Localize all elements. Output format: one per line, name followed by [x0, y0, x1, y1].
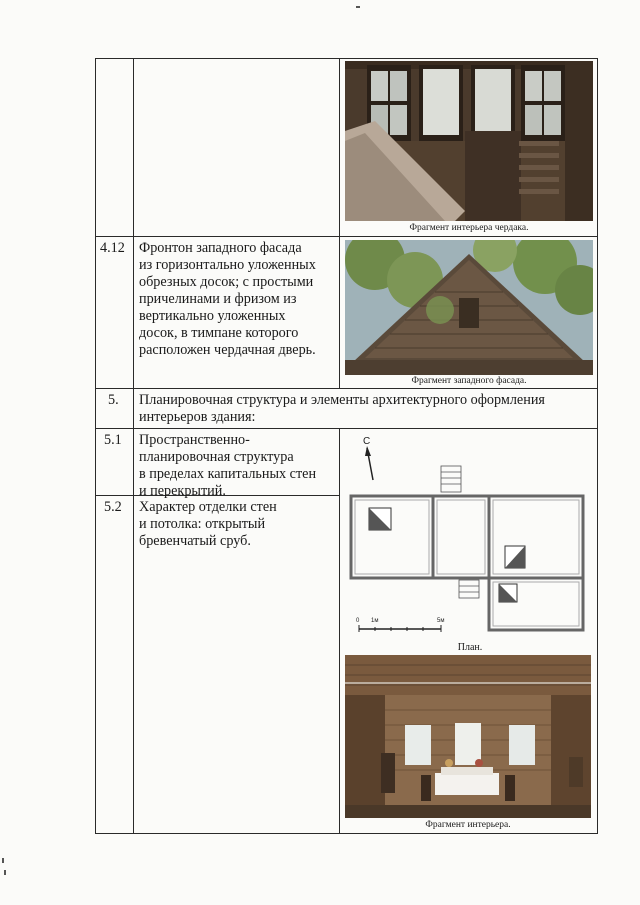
row-description	[139, 240, 339, 359]
floor-plan	[345, 432, 595, 640]
text-line: и перекрытий.	[139, 483, 226, 499]
scale-label-zero: 0	[356, 618, 360, 624]
west-facade-image	[345, 240, 593, 375]
interior-photo	[345, 655, 591, 818]
row-number: 5.	[108, 392, 119, 408]
text-line: из горизонтально уложенных	[139, 257, 316, 273]
scale-label-5m: 5м	[437, 618, 445, 624]
photo-caption: Фрагмент интерьера чердака.	[409, 223, 529, 233]
row-description	[139, 499, 339, 550]
row-description	[139, 432, 339, 500]
table-border-right	[597, 58, 598, 834]
text-line: планировочная структура	[139, 449, 294, 465]
column-separator-2b	[339, 428, 340, 834]
attic-interior-photo	[345, 61, 593, 221]
scan-mark	[2, 858, 4, 863]
row-separator-1	[95, 236, 598, 237]
north-label: С	[363, 436, 371, 447]
column-separator-1	[133, 58, 134, 834]
text-line: интерьеров здания:	[139, 409, 256, 425]
text-line: Характер отделки стен	[139, 499, 277, 515]
scan-mark	[4, 870, 6, 875]
floor-plan-drawing	[345, 432, 595, 640]
section-heading	[139, 392, 595, 426]
text-line: в пределах капитальных стен	[139, 466, 317, 482]
text-line: вертикально уложенных	[139, 308, 286, 324]
row-separator-2	[95, 388, 598, 389]
interior-image	[345, 655, 591, 818]
text-line: Планировочная структура и элементы архитектурного оформления	[139, 392, 545, 408]
row-number: 5.2	[104, 499, 122, 515]
photo-caption: Фрагмент интерьера.	[425, 820, 511, 830]
scan-mark	[356, 6, 360, 8]
attic-interior-image	[345, 61, 593, 221]
text-line: Пространственно-	[139, 432, 250, 448]
plan-caption: План.	[457, 642, 483, 653]
table-border-bottom	[95, 833, 598, 834]
text-line: Фронтон западного фасада	[139, 240, 302, 256]
text-line: досок, в тимпане которого	[139, 325, 299, 341]
table-border-top	[95, 58, 598, 59]
photo-caption: Фрагмент западного фасада.	[411, 376, 527, 386]
column-separator-2	[339, 58, 340, 388]
table-border-left	[95, 58, 96, 834]
text-line: бревенчатый сруб.	[139, 533, 251, 549]
text-line: расположен чердачная дверь.	[139, 342, 316, 358]
west-facade-photo	[345, 240, 593, 375]
text-line: причелинами и фризом из	[139, 291, 297, 307]
row-separator-3	[95, 428, 598, 429]
row-number: 4.12	[100, 240, 125, 256]
scale-label-1m: 1м	[371, 618, 379, 624]
text-line: обрезных досок; с простыми	[139, 274, 314, 290]
text-line: и потолка: открытый	[139, 516, 266, 532]
row-number: 5.1	[104, 432, 122, 448]
